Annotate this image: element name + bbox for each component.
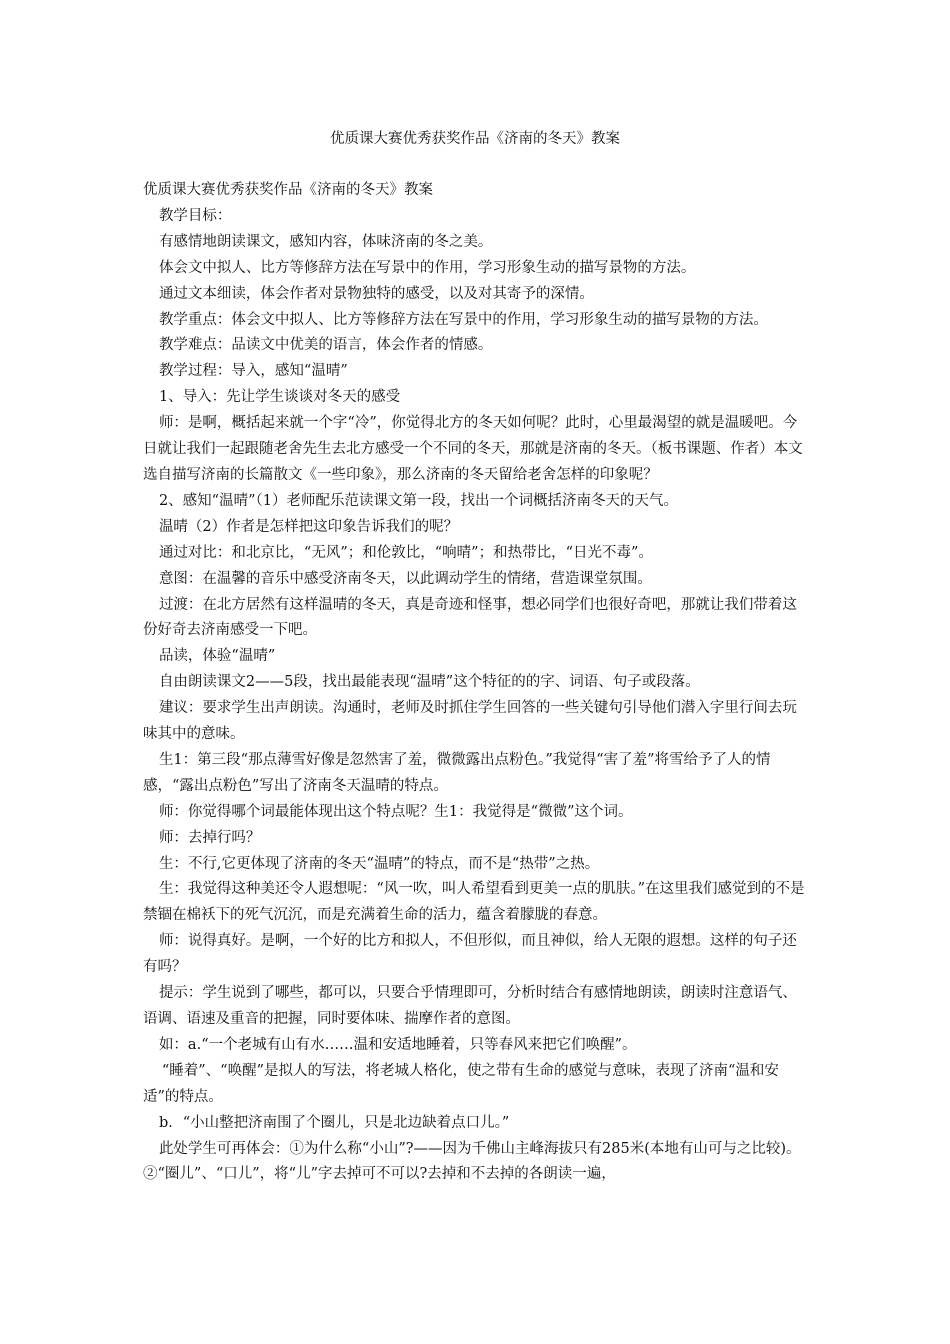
document-title: 优质课大赛优秀获奖作品《济南的冬天》教案 — [330, 131, 620, 147]
paragraph: 提示：学生说到了哪些，都可以，只要合乎情理即可，分析时结合有感情地朗读，朗读时注意语气、语调、语速及重音的把握，同时要体味、揣摩作者的意图。 — [143, 985, 797, 1027]
paragraph: 体会文中拟人、比方等修辞方法在写景中的作用，学习形象生动的描写景物的方法。 — [158, 259, 696, 276]
paragraph: 过渡：在北方居然有这样温晴的冬天，真是奇迹和怪事，想必同学们也很好奇吧，那就让我们带着这份好奇去济南感受一下吧。 — [143, 596, 797, 639]
paragraph: 教学过程：导入，感知“温晴” — [158, 363, 348, 380]
paragraph: 师：说得真好。是啊，一个好的比方和拟人，不但形似，而且神似，给人无限的遐想。这样的句子还有吗？ — [143, 933, 797, 976]
paragraph: 2、感知“温晴”（1）老师配乐范读课文第一段，找出一个词概括济南冬天的天气。 — [158, 492, 678, 509]
paragraph: 生1：第三段“那点薄雪好像是忽然害了羞，微微露出点粉色。”我觉得“害了羞”将雪给予了人的情感，“露出点粉色”写出了济南冬天温晴的特点。 — [143, 751, 771, 794]
paragraph: 有感情地朗读课文，感知内容，体味济南的冬之美。 — [158, 233, 493, 250]
paragraph: 意图：在温馨的音乐中感受济南冬天，以此调动学生的情绪，营造课堂氛围。 — [158, 570, 652, 587]
paragraph: 教学重点：体会文中拟人、比方等修辞方法在写景中的作用，学习形象生动的描写景物的方法。 — [158, 311, 768, 328]
paragraph: 生：不行,它更体现了济南的冬天“温晴”的特点，而不是“热带”之热。 — [158, 855, 600, 872]
paragraph: “睡着”、“唤醒”是拟人的写法，将老城人格化，使之带有生命的感觉与意味，表现了济南“温和安适”的特点。 — [143, 1062, 779, 1105]
paragraph: 教学难点：品读文中优美的语言，体会作者的情感。 — [158, 337, 493, 354]
body-heading: 优质课大赛优秀获奖作品《济南的冬天》教案 — [143, 182, 433, 198]
paragraph: 师：是啊，概括起来就一个字“冷”，你觉得北方的冬天如何呢？此时，心里最渴望的就是温暖吧。今日就让我们一起跟随老舍先生去北方感受一个不同的冬天，那就是济南的冬天。（板书课题、作者）本文选自描写济南的长篇散文《一些印象》，那么济南的冬天留给老舍怎样的印象呢？ — [143, 415, 803, 483]
paragraph: 生：我觉得这种美还令人遐想呢：“风一吹，叫人希望看到更美一点的肌肤。”在这里我们感觉到的不是禁锢在棉袄下的死气沉沉，而是充满着生命的活力，蕴含着朦胧的春意。 — [143, 881, 805, 924]
paragraph: 1、导入：先让学生谈谈对冬天的感受 — [158, 389, 401, 406]
paragraph: b．“小山整把济南围了个圈儿，只是北边缺着点口儿。” — [158, 1114, 510, 1131]
paragraph: 品读，体验“温晴” — [158, 648, 276, 665]
paragraph: 教学目标： — [158, 207, 232, 224]
paragraph: 师：去掉行吗？ — [158, 829, 261, 846]
paragraph: 如：a.“一个老城有山有水……温和安适地睡着，只等春风来把它们唤醒”。 — [158, 1036, 637, 1053]
paragraph: 通过对比：和北京比，“无风”；和伦敦比，“响晴”；和热带比，“日光不毒”。 — [158, 544, 653, 561]
paragraph: 温晴（2）作者是怎样把这印象告诉我们的呢？ — [158, 518, 459, 535]
paragraph: 通过文本细读，体会作者对景物独特的感受，以及对其寄予的深情。 — [158, 285, 594, 302]
paragraph: 师：你觉得哪个词最能体现出这个特点呢？生1：我觉得是“微微”这个词。 — [158, 803, 633, 820]
document-body — [143, 178, 811, 1188]
paragraph: 此处学生可再体会：①为什么称“小山”?——因为千佛山主峰海拔只有285米(本地有山可与之比较)。②“圈儿”、“口儿”，将“儿”字去掉可不可以?去掉和不去掉的各朗读一遍， — [143, 1140, 801, 1183]
paragraph: 自由朗读课文2——5段，找出最能表现“温晴”这个特征的的字、词语、句子或段落。 — [158, 674, 700, 691]
paragraph: 建议：要求学生出声朗读。沟通时，老师及时抓住学生回答的一些关键句引导他们潜入字里行间去玩味其中的意味。 — [143, 700, 797, 743]
